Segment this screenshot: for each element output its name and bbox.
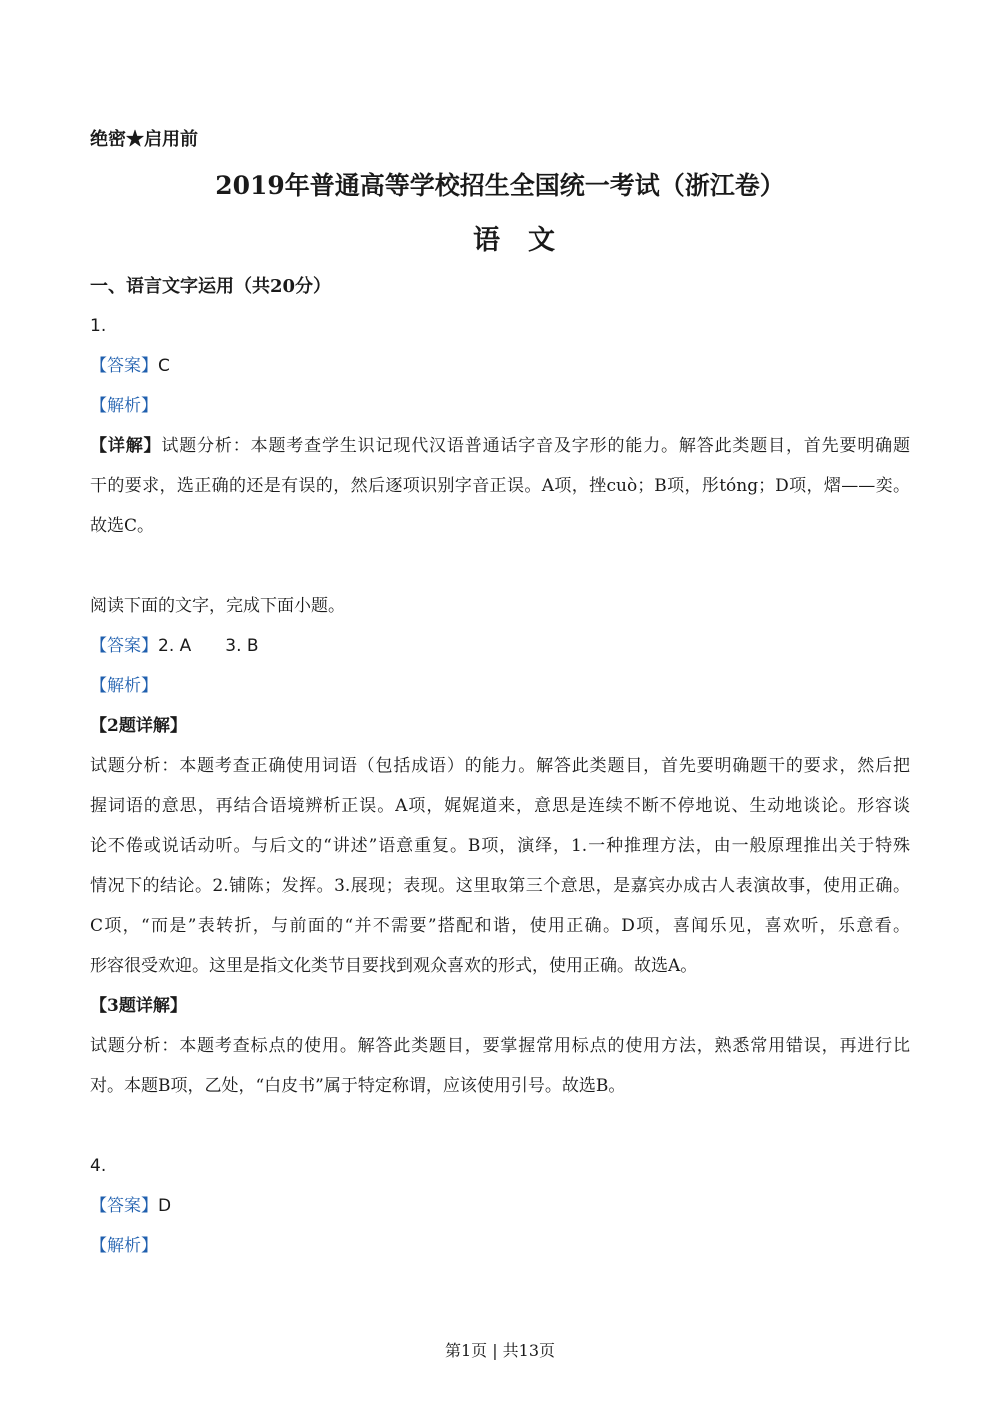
analysis-label: 【解析】	[90, 676, 158, 696]
answer-label: 【答案】	[90, 356, 158, 376]
detail-line: 对。本题B项，乙处，“白皮书”属于特定称谓，应该使用引号。故选B。	[90, 1076, 626, 1096]
question-number-4: 4.	[90, 1156, 107, 1176]
analysis-label: 【解析】	[90, 1236, 158, 1256]
detail-label: 【详解】	[90, 436, 162, 456]
detail-line: 试题分析：本题考查正确使用词语（包括成语）的能力。解答此类题目，首先要明确题干的要求，然后把	[90, 756, 910, 776]
answer-label: 【答案】	[90, 1196, 158, 1216]
detail-line: 握词语的意思，再结合语境辨析正误。A项，娓娓道来，意思是连续不断不停地说、生动地谈论。形容谈	[90, 796, 910, 816]
secret-mark: 绝密★启用前	[90, 129, 198, 150]
detail-label: 【3题详解】	[90, 996, 187, 1016]
detail-label: 【2题详解】	[90, 716, 187, 736]
reading-intro: 阅读下面的文字，完成下面小题。	[90, 596, 345, 616]
answer-value: C	[158, 356, 170, 376]
detail-line: 试题分析：本题考查标点的使用。解答此类题目，要掌握常用标点的使用方法，熟悉常用错误，再进行比	[90, 1036, 910, 1056]
detail-line: 情况下的结论。2.铺陈；发挥。3.展现；表现。这里取第三个意思，是嘉宾办成古人表演故事，使用正确。	[90, 876, 910, 896]
detail-line: 【详解】试题分析：本题考查学生识记现代汉语普通话字音及字形的能力。解答此类题目，首先要明确题	[90, 436, 910, 456]
answer-label: 【答案】	[90, 636, 158, 656]
answer-line-4	[90, 1194, 171, 1218]
subject-title: 语文	[473, 225, 583, 256]
answer-line-2-3	[90, 634, 259, 658]
detail-line: 形容很受欢迎。这里是指文化类节目要找到观众喜欢的形式，使用正确。故选A。	[90, 956, 698, 976]
detail-line: C项，“而是”表转折，与前面的“并不需要”搭配和谐，使用正确。D项，喜闻乐见，喜欢听，乐意看。	[90, 916, 910, 936]
answer-value: 2. A	[158, 636, 192, 656]
detail-line: 干的要求，选正确的还是有误的，然后逐项识别字音正误。A项，挫cuò；B项，彤tóng；D项，熠——奕。	[90, 476, 910, 496]
page-footer: 第1页 | 共13页	[444, 1341, 556, 1360]
question-number-1: 1.	[90, 316, 107, 336]
page-title: 2019年普通高等学校招生全国统一考试（浙江卷）	[215, 171, 785, 200]
detail-line: 论不倦或说话动听。与后文的“讲述”语意重复。B项，演绎，1.一种推理方法，由一般原理推出关于特殊	[90, 836, 910, 856]
analysis-label: 【解析】	[90, 396, 158, 416]
answer-value: 3. B	[225, 636, 259, 656]
answer-value: D	[158, 1196, 172, 1216]
section-heading: 一、语言文字运用（共20分）	[90, 276, 332, 297]
detail-line: 故选C。	[90, 516, 155, 536]
answer-line-1	[90, 354, 170, 378]
